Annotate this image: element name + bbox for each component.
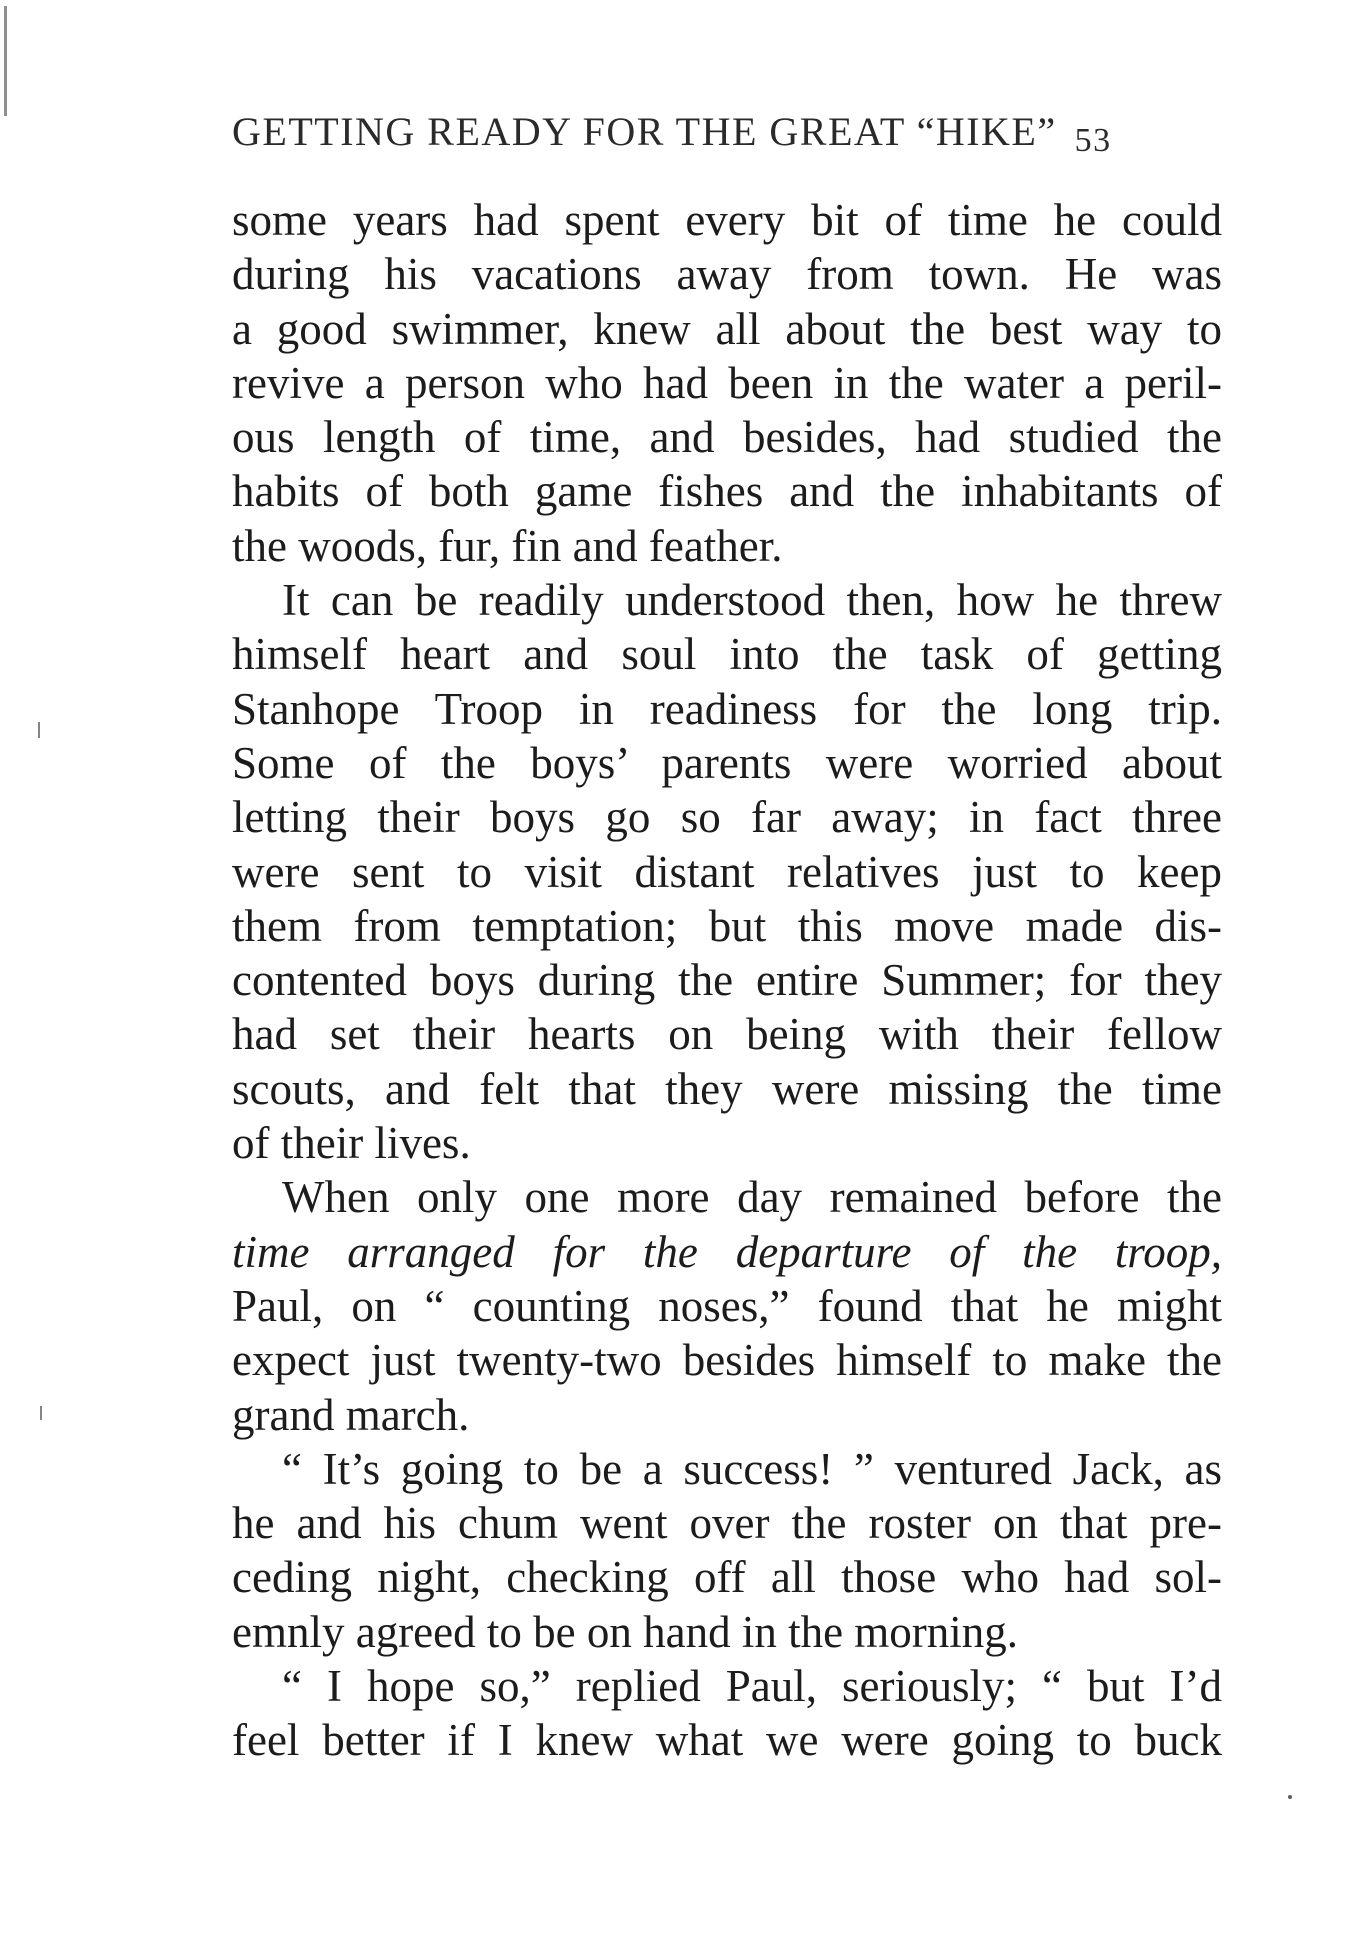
text-line: “ I hope so,” replied Paul, seriously; “ but I’d [282, 1661, 1222, 1712]
text-line: revive a person who had been in the water a peril- [232, 357, 1222, 408]
text-line: letting their boys go so far away; in fact three [232, 792, 1222, 843]
text-line: habits of both game fishes and the inhabitants of [232, 466, 1222, 517]
text-line: grand march. [232, 1389, 470, 1440]
page-number: 53 [1074, 122, 1112, 159]
running-header [232, 108, 1232, 160]
text-line: “ It’s going to be a success! ” ventured Jack, as [282, 1443, 1222, 1494]
text-line: he and his chum went over the roster on that pre- [232, 1498, 1222, 1549]
text-line: a good swimmer, knew all about the best way to [232, 303, 1222, 354]
text-line: Some of the boys’ parents were worried about [232, 737, 1222, 788]
body-text [232, 193, 1222, 1768]
scan-speck [4, 6, 7, 116]
text-line: ous length of time, and besides, had studied the [232, 412, 1222, 463]
text-line: contented boys during the entire Summer; for they [232, 955, 1222, 1006]
running-title: GETTING READY FOR THE GREAT “HIKE” [232, 109, 1057, 154]
text-line: the woods, fur, fin and feather. [232, 520, 783, 571]
text-line: ceding night, checking off all those who had sol- [232, 1552, 1222, 1603]
text-line: had set their hearts on being with their fellow [232, 1009, 1222, 1060]
text-line: some years had spent every bit of time he could [232, 195, 1222, 245]
text-line: It can be readily understood then, how he threw [282, 575, 1222, 626]
text-line: scouts, and felt that they were missing the time [232, 1063, 1222, 1114]
text-line: feel better if I knew what we were going to buck [232, 1715, 1222, 1766]
scan-speck [38, 722, 40, 738]
text-line: himself heart and soul into the task of getting [232, 629, 1222, 680]
text-line: of their lives. [232, 1118, 471, 1169]
scan-speck [1288, 1795, 1292, 1799]
text-line: When only one more day remained before the [282, 1172, 1222, 1223]
text-line: emnly agreed to be on hand in the morning. [232, 1606, 1019, 1657]
text-line: them from temptation; but this move made dis- [232, 900, 1222, 951]
text-line: time arranged for the departure of the troop, [232, 1226, 1222, 1277]
scan-speck [40, 1406, 42, 1420]
text-line: during his vacations away from town. He was [232, 249, 1222, 300]
text-line: were sent to visit distant relatives just to keep [232, 846, 1222, 897]
text-line: Paul, on “ counting noses,” found that he might [232, 1280, 1222, 1331]
text-line: Stanhope Troop in readiness for the long trip. [232, 683, 1222, 734]
text-line: expect just twenty-two besides himself to make the [232, 1335, 1222, 1386]
